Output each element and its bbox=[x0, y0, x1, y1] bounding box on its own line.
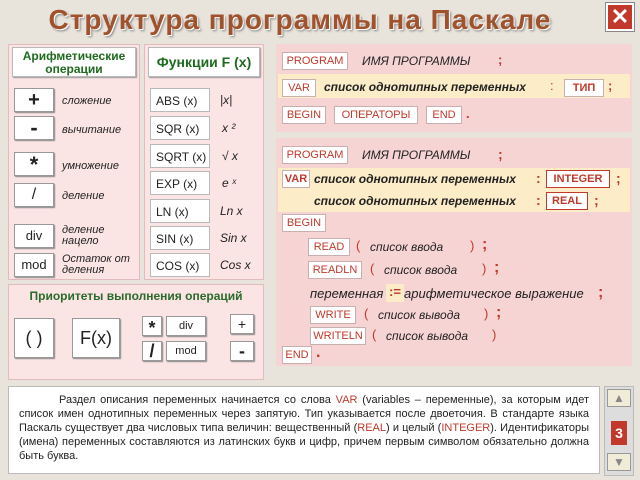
integer-type: INTEGER bbox=[546, 170, 610, 188]
var-keyword: VAR bbox=[282, 79, 316, 97]
read-keyword: READ bbox=[308, 238, 350, 256]
arith-header: Арифметические операции bbox=[12, 47, 136, 77]
func-value-abs: |x| bbox=[220, 93, 233, 107]
end-keyword: END bbox=[282, 346, 312, 364]
op-label-mul: умножение bbox=[62, 160, 119, 172]
lparen: ( bbox=[370, 261, 375, 276]
lparen: ( bbox=[356, 238, 361, 253]
func-name-exp: EXP (x) bbox=[150, 171, 210, 195]
mul-priority: * bbox=[142, 316, 162, 336]
program-name: ИМЯ ПРОГРАММЫ bbox=[362, 148, 471, 162]
op-label-add: сложение bbox=[62, 95, 112, 107]
mod-priority: mod bbox=[166, 341, 206, 361]
func-name-abs: ABS (x) bbox=[150, 88, 210, 112]
var-keyword: VAR bbox=[282, 170, 310, 188]
scrollbar[interactable] bbox=[604, 386, 634, 476]
desc-part4: ). Идентификаторы (имена) переменных составляются из латинских букв и цифр, причем первым символом обязательно должна быть буква. bbox=[19, 422, 590, 462]
type-keyword: ТИП bbox=[564, 79, 604, 97]
colon: : bbox=[536, 192, 541, 208]
desc-real: REAL bbox=[357, 422, 386, 434]
semicolon: ; bbox=[494, 259, 500, 276]
semicolon: ; bbox=[608, 78, 613, 93]
scroll-up-button[interactable]: ▲ bbox=[607, 389, 631, 407]
close-button[interactable]: ✕ bbox=[606, 3, 634, 31]
minus-priority: - bbox=[230, 341, 254, 361]
page-number-badge: 3 bbox=[611, 421, 627, 445]
write-keyword: WRITE bbox=[310, 306, 356, 324]
divide-symbol: / bbox=[14, 183, 54, 207]
func-value-sqr: x ² bbox=[222, 121, 236, 135]
op-label-div: деление bbox=[62, 190, 105, 202]
desc-part2: (variables – переменные), за которым идет список имен однотипных переменных через запятую. Тип указывается после двоеточия. В стандарте языка Паскаль существует два числовых типа величин: вещественный ( bbox=[19, 394, 589, 434]
writeln-output-list: список вывода bbox=[386, 329, 469, 343]
program-keyword: PROGRAM bbox=[282, 146, 348, 164]
writeln-keyword: WRITELN bbox=[310, 327, 366, 345]
semicolon: ; bbox=[482, 236, 488, 253]
parens-priority: ( ) bbox=[14, 318, 54, 358]
desc-var: VAR bbox=[335, 394, 358, 406]
assign-variable: переменная bbox=[310, 286, 384, 301]
real-type: REAL bbox=[546, 192, 588, 210]
assign-operator: := bbox=[386, 284, 404, 302]
end-keyword: END bbox=[426, 106, 462, 124]
program-name: ИМЯ ПРОГРАММЫ bbox=[362, 54, 471, 68]
description-text bbox=[8, 386, 600, 474]
funcs-header: Функции F (x) bbox=[148, 47, 260, 77]
slash-priority: / bbox=[142, 341, 162, 361]
write-output-list: список вывода bbox=[378, 308, 461, 322]
assign-expression: арифметическое выражение bbox=[404, 286, 584, 301]
semicolon: ; bbox=[598, 284, 604, 301]
dot: . bbox=[466, 106, 470, 121]
var-list-real: список однотипных переменных bbox=[314, 194, 516, 208]
mod-symbol: mod bbox=[14, 253, 54, 277]
multiply-symbol: * bbox=[14, 152, 54, 176]
func-name-sqrt: SQRT (x) bbox=[150, 144, 210, 168]
func-value-exp: e ˣ bbox=[222, 176, 237, 190]
desc-integer: INTEGER bbox=[441, 422, 491, 434]
lparen: ( bbox=[364, 306, 369, 321]
minus-symbol: - bbox=[14, 116, 54, 140]
page-title: Структура программы на Паскале bbox=[48, 4, 552, 35]
func-value-ln: Ln x bbox=[220, 204, 243, 218]
semicolon: ; bbox=[498, 52, 503, 67]
semicolon: ; bbox=[498, 146, 503, 162]
program-keyword: PROGRAM bbox=[282, 52, 348, 70]
div-priority: div bbox=[166, 316, 206, 336]
var-list-integer: список однотипных переменных bbox=[314, 172, 516, 186]
desc-part3: ) и целый ( bbox=[386, 422, 442, 434]
func-value-cos: Cos x bbox=[220, 258, 251, 272]
div-symbol: div bbox=[14, 224, 54, 248]
rparen: ) bbox=[482, 261, 487, 276]
func-value-sqrt: √ x bbox=[222, 149, 238, 163]
desc-part1: Раздел описания переменных начинается со слова bbox=[59, 394, 331, 406]
scroll-down-button[interactable]: ▼ bbox=[607, 453, 631, 471]
rparen: ) bbox=[492, 327, 497, 342]
semicolon: ; bbox=[616, 170, 621, 186]
plus-priority: + bbox=[230, 314, 254, 334]
rparen: ) bbox=[484, 306, 489, 321]
colon: : bbox=[550, 78, 554, 93]
operators-text: ОПЕРАТОРЫ bbox=[334, 106, 418, 124]
begin-keyword: BEGIN bbox=[282, 106, 326, 124]
func-value-sin: Sin x bbox=[220, 231, 247, 245]
var-list: список однотипных переменных bbox=[324, 80, 526, 94]
func-name-sin: SIN (x) bbox=[150, 226, 210, 250]
func-name-sqr: SQR (x) bbox=[150, 116, 210, 140]
func-name-ln: LN (x) bbox=[150, 199, 210, 223]
lparen: ( bbox=[372, 327, 377, 342]
readln-keyword: READLN bbox=[308, 261, 362, 279]
op-label-intdiv: деление нацело bbox=[62, 224, 105, 247]
plus-symbol: + bbox=[14, 88, 54, 112]
readln-input-list: список ввода bbox=[384, 263, 458, 277]
semicolon: ; bbox=[496, 304, 502, 321]
read-input-list: список ввода bbox=[370, 240, 444, 254]
begin-keyword: BEGIN bbox=[282, 214, 326, 232]
semicolon: ; bbox=[594, 192, 599, 208]
priority-header: Приоритеты выполнения операций bbox=[29, 289, 243, 303]
dot: . bbox=[316, 344, 321, 361]
op-label-mod: Остаток от деления bbox=[62, 253, 130, 276]
rparen: ) bbox=[470, 238, 475, 253]
op-label-sub: вычитание bbox=[62, 124, 122, 136]
colon: : bbox=[536, 170, 541, 186]
function-priority: F(x) bbox=[72, 318, 120, 358]
func-name-cos: COS (x) bbox=[150, 253, 210, 277]
